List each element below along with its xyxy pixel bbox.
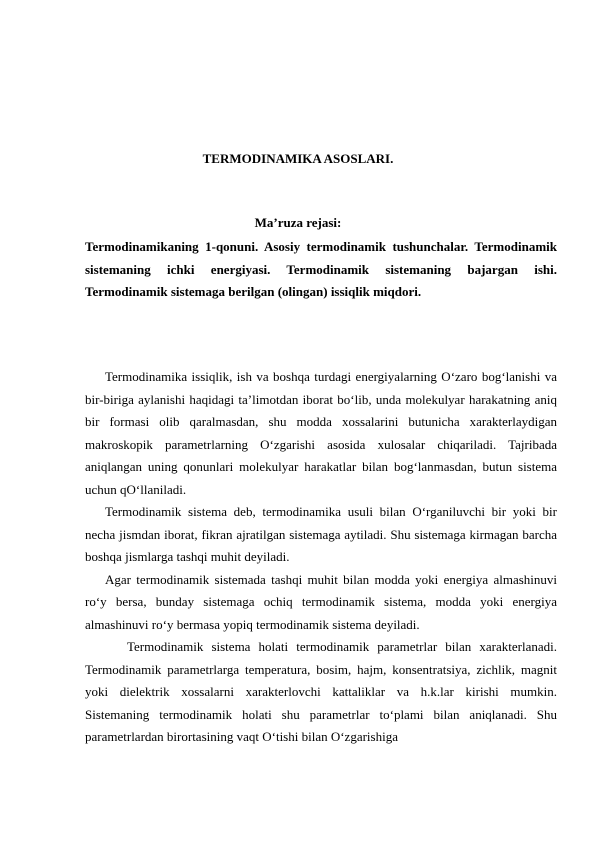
lecture-plan-text: Termodinamikaning 1-qonuni. Asosiy termodinamik tushunchalar. Termodinamik sistemaning ichki energiyasi. Termodinamik sistemaning bajargan ishi. Termodinamik sistemaga berilgan (olingan) issiqlik miqdori. (85, 239, 557, 299)
paragraph: Termodinamika issiqlik, ish va boshqa turdagi energiyalarning O‘zaro bog‘lanishi va bir-biriga aylanishi haqidagi ta’limotdan iborat bo‘lib, unda molekulyar harakatning aniq bir formasi olib qaralmasdan, shu modda xossalarini butunicha xarakterlaydigan makroskopik parametrlarning O‘zgarishi asosida xulosalar chiqariladi. Tajribada aniqlangan uning qonunlari molekulyar harakatlar bilan bog‘lanmasdan, butun sistema uchun qO‘llaniladi. (85, 369, 557, 497)
document-title: TERMODINAMIKA ASOSLARI. (202, 151, 394, 166)
lecture-plan-heading: Ma’ruza rejasi: (254, 215, 342, 230)
paragraph: Agar termodinamik sistemada tashqi muhit bilan modda yoki energiya almashinuvi ro‘y bersa, bunday sistemaga ochiq termodinamik sistema, modda yoki energiya almashinuvi ro‘y bermasa yopiq termodinamik sistema deyiladi. (85, 571, 557, 632)
paragraph: Termodinamik sistema holati termodinamik parametrlar bilan xarakterlanadi. Termodinamik parametrlarga temperatura, bosim, hajm, konsentratsiya, zichlik, magnit yoki dielektrik xossalarni xarakterlovchi kattaliklar va h.k.lar kirishi mumkin. Sistemaning termodinamik holati shu parametrlar to‘plami bilan aniqlanadi. Shu parametrlardan birortasining vaqt O‘tishi bilan O‘zgarishiga (85, 639, 557, 744)
paragraph: Termodinamik sistema deb, termodinamika usuli bilan O‘rganiluvchi bir yoki bir necha jismdan iborat, fikran ajratilgan sistemaga aytiladi. Shu sistemaga kirmagan barcha boshqa jismlarga tashqi muhit deyiladi. (85, 504, 557, 564)
document-body (85, 366, 557, 749)
